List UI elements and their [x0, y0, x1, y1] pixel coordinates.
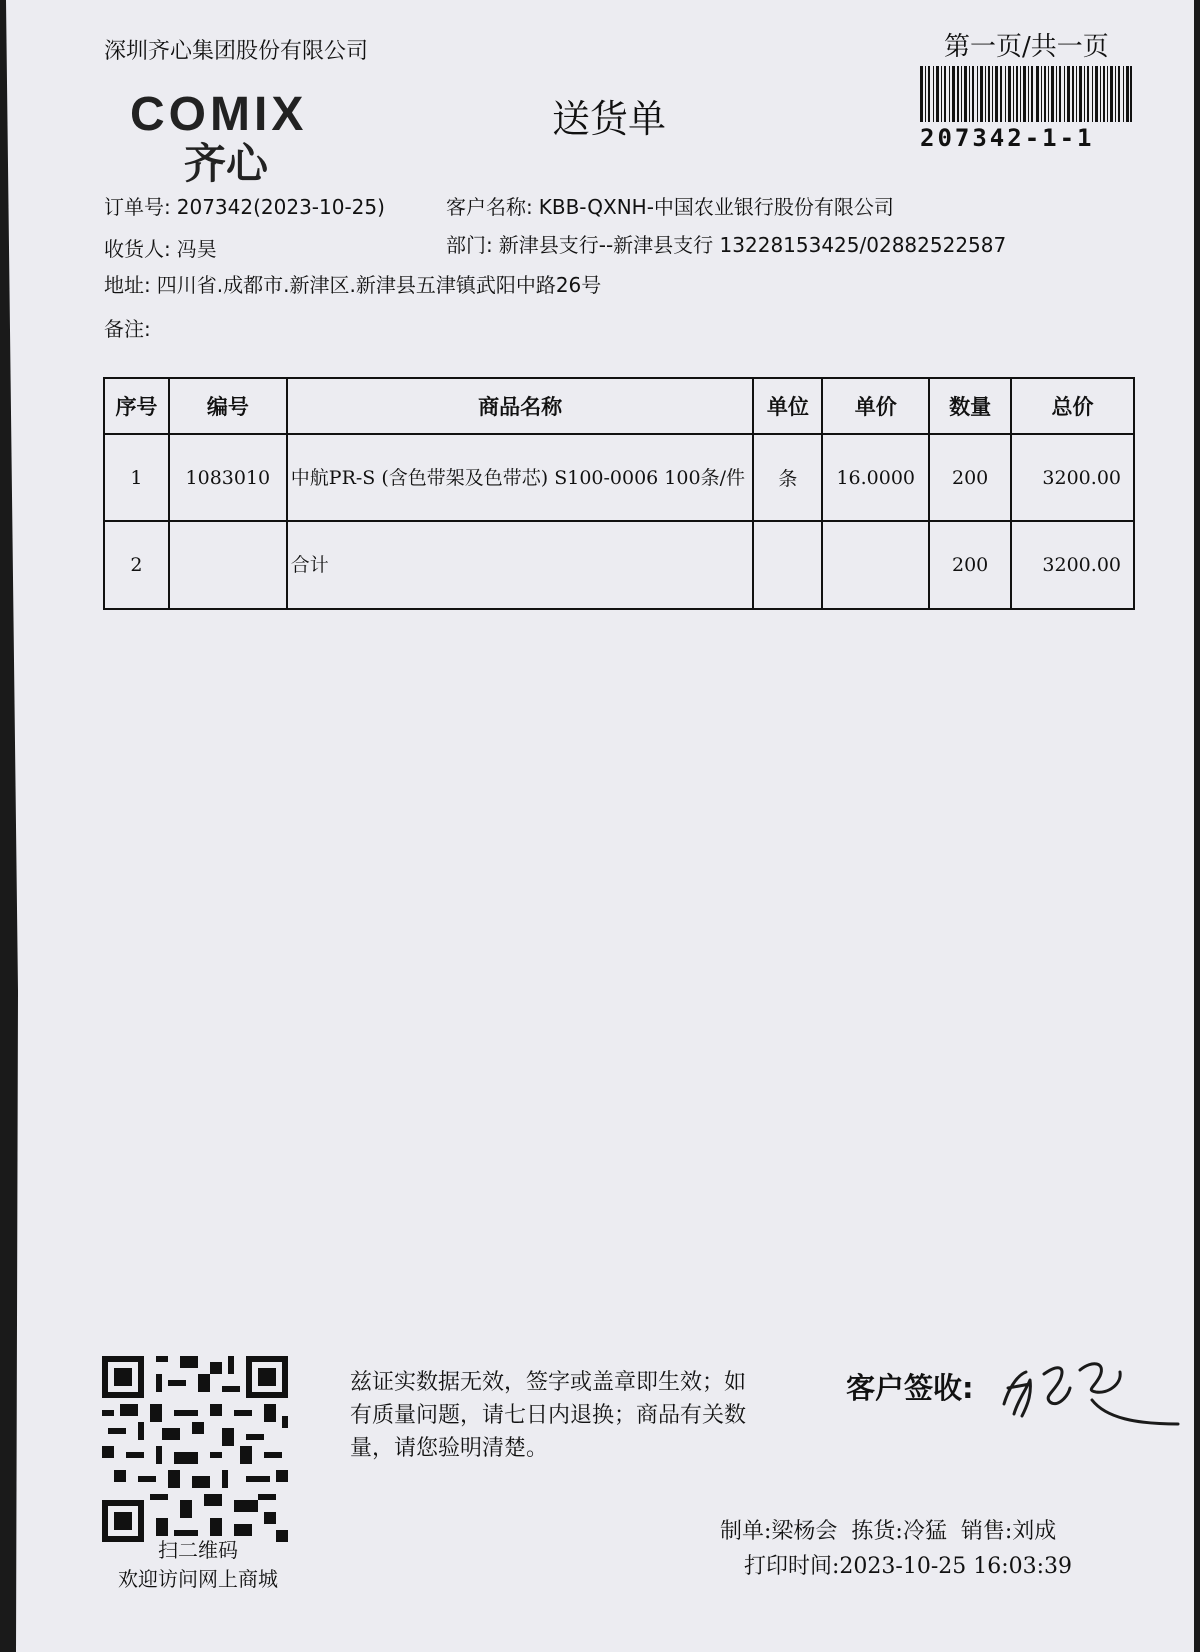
- cell-seq: 1: [104, 434, 169, 521]
- svg-text:齐心: 齐心: [184, 139, 269, 184]
- validity-notice: 兹证实数据无效，签字或盖章即生效；如有质量问题，请七日内退换；商品有关数量，请您验明清楚。: [350, 1370, 747, 1461]
- cell-name: 中航PR-S (含色带架及色带芯) S100-0006 100条/件: [287, 434, 754, 521]
- order-number-value: 207342(2023-10-25): [176, 195, 385, 219]
- customer-name-value: KBB-QXNH-中国农业银行股份有限公司: [538, 195, 894, 219]
- col-header-code: 编号: [169, 378, 287, 434]
- col-header-seq: 序号: [104, 378, 169, 434]
- company-name: 深圳齐心集团股份有限公司: [104, 39, 369, 64]
- address-label: 地址:: [104, 273, 151, 297]
- customer-name: [446, 191, 894, 220]
- col-header-unit: 单位: [753, 378, 822, 434]
- receiver-label: 收货人:: [104, 237, 171, 261]
- address-value: 四川省.成都市.新津区.新津县五津镇武阳中路26号: [156, 273, 602, 297]
- qr-code[interactable]: [102, 1356, 288, 1542]
- order-number-label: 订单号:: [104, 195, 171, 219]
- receiver-value: 冯昊: [176, 237, 217, 261]
- customer-signature: [996, 1344, 1182, 1428]
- staff-info: [720, 1514, 1070, 1545]
- remark: [104, 313, 157, 342]
- items-table: [103, 377, 1135, 610]
- table-header-row: [104, 378, 1134, 434]
- receiver: [104, 233, 217, 262]
- table-row: [104, 521, 1134, 609]
- cell-unit: 条: [753, 434, 822, 521]
- department-label: 部门:: [446, 233, 493, 257]
- cell-price: [822, 521, 929, 609]
- address: [104, 269, 601, 298]
- qr-caption-line-1: 扫二维码: [158, 1538, 238, 1562]
- maker: 制单:梁杨会: [720, 1519, 838, 1544]
- cell-unit: [753, 521, 822, 609]
- barcode-number: 207342-1-1: [920, 124, 1095, 152]
- col-header-qty: 数量: [929, 378, 1011, 434]
- print-time: 打印时间:2023-10-25 16:03:39: [744, 1554, 1073, 1579]
- qr-caption: [98, 1536, 298, 1594]
- remark-label: 备注:: [104, 317, 151, 341]
- cell-seq: 2: [104, 521, 169, 609]
- cell-qty: 200: [929, 521, 1011, 609]
- customer-sign-label: 客户签收:: [846, 1371, 974, 1405]
- document-title: 送货单: [552, 97, 667, 141]
- order-number: [104, 191, 385, 220]
- picker: 拣货:冷猛: [851, 1519, 947, 1544]
- cell-qty: 200: [929, 434, 1011, 521]
- col-header-total: 总价: [1011, 378, 1134, 434]
- cell-code: [169, 521, 287, 609]
- barcode: [920, 66, 1132, 122]
- cell-name: 合计: [287, 521, 754, 609]
- table-row: [104, 434, 1134, 521]
- cell-code: 1083010: [169, 434, 287, 521]
- department: [446, 229, 1006, 258]
- col-header-name: 商品名称: [287, 378, 754, 434]
- cell-price: 16.0000: [822, 434, 929, 521]
- svg-text:COMIX: COMIX: [130, 88, 308, 141]
- department-value: 新津县支行--新津县支行 13228153425/02882522587: [498, 233, 1007, 257]
- sales: 销售:刘成: [960, 1519, 1057, 1544]
- cell-total: 3200.00: [1011, 521, 1134, 609]
- comix-logo: [126, 88, 352, 184]
- qr-caption-line-2: 欢迎访问网上商城: [118, 1567, 278, 1591]
- customer-name-label: 客户名称:: [446, 195, 533, 219]
- col-header-price: 单价: [822, 378, 929, 434]
- page-info: 第一页/共一页: [944, 32, 1109, 62]
- cell-total: 3200.00: [1011, 434, 1134, 521]
